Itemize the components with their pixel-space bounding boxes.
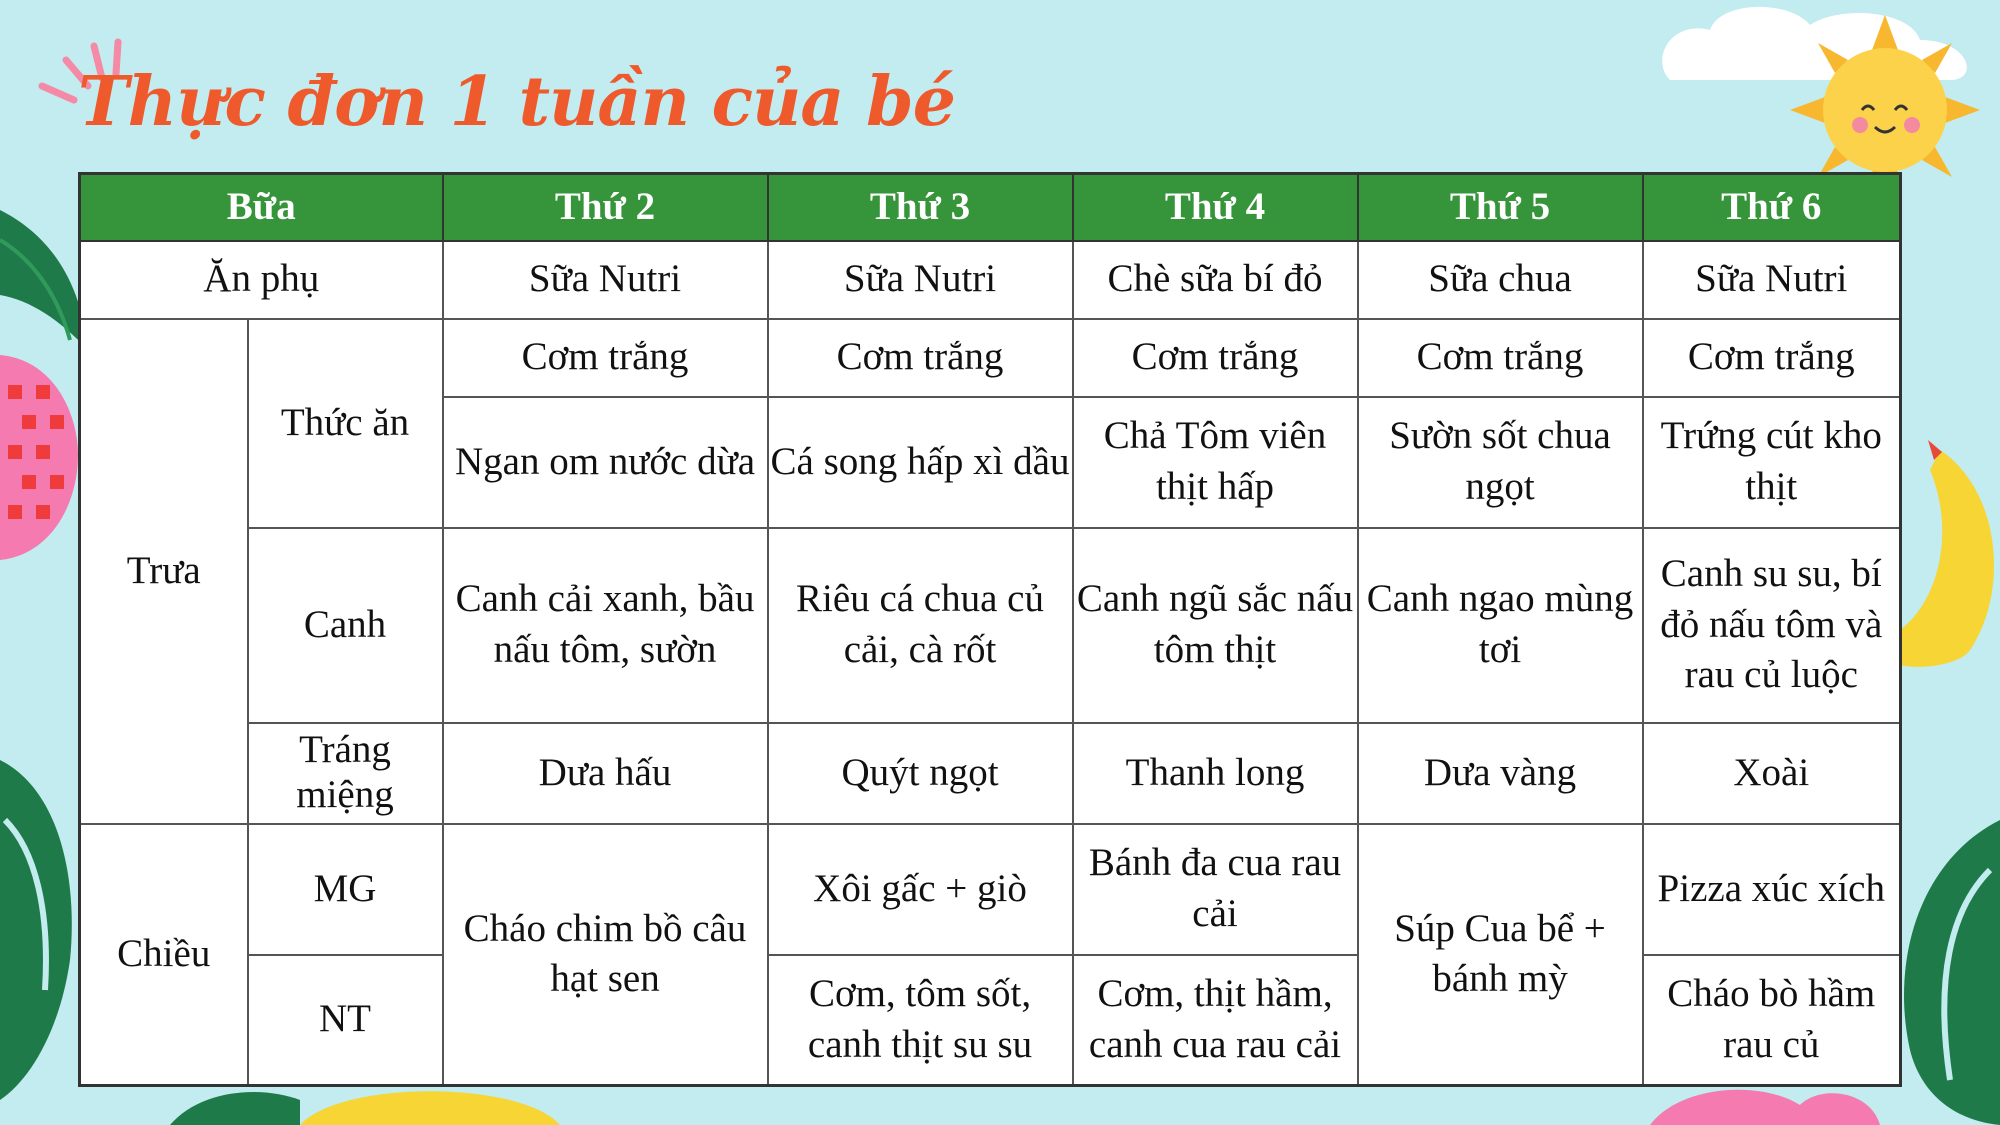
table-cell: Cơm trắng xyxy=(443,319,768,397)
table-cell: Xoài xyxy=(1643,723,1901,824)
monstera-leaf-icon xyxy=(0,760,80,1100)
table-cell: Súp Cua bể + bánh mỳ xyxy=(1358,824,1643,1086)
header-thu-5: Thứ 5 xyxy=(1358,174,1643,241)
table-cell: Sữa Nutri xyxy=(1643,241,1901,319)
table-cell: Cháo bò hầm rau củ xyxy=(1643,955,1901,1086)
row-label-canh: Canh xyxy=(248,528,443,723)
table-cell: Chả Tôm viên thịt hấp xyxy=(1073,397,1358,528)
row-label-thuc-an: Thức ăn xyxy=(248,319,443,528)
row-label-an-phu: Ăn phụ xyxy=(80,241,443,319)
table-row xyxy=(80,319,1901,397)
header-bua: Bữa xyxy=(80,174,443,241)
table-cell: Sườn sốt chua ngọt xyxy=(1358,397,1643,528)
page-title: Thực đơn 1 tuần của bé xyxy=(78,62,955,142)
table-cell: Cháo chim bồ câu hạt sen xyxy=(443,824,768,1086)
row-label-mg: MG xyxy=(248,824,443,955)
pineapple-icon xyxy=(0,355,80,560)
table-cell: Sữa Nutri xyxy=(768,241,1073,319)
table-cell: Trứng cút kho thịt xyxy=(1643,397,1901,528)
header-row xyxy=(80,174,1901,241)
table-cell: Quýt ngọt xyxy=(768,723,1073,824)
table-cell: Chè sữa bí đỏ xyxy=(1073,241,1358,319)
table-cell: Cơm trắng xyxy=(1643,319,1901,397)
row-label-nt: NT xyxy=(248,955,443,1086)
table-cell: Cơm trắng xyxy=(768,319,1073,397)
table-row xyxy=(80,723,1901,824)
table-cell: Cơm, tôm sốt, canh thịt su su xyxy=(768,955,1073,1086)
table-cell: Canh cải xanh, bầu nấu tôm, sườn xyxy=(443,528,768,723)
row-label-trua: Trưa xyxy=(80,319,248,824)
row-label-chieu: Chiều xyxy=(80,824,248,1086)
table-cell: Canh ngũ sắc nấu tôm thịt xyxy=(1073,528,1358,723)
table-cell: Cơm trắng xyxy=(1073,319,1358,397)
table-cell: Thanh long xyxy=(1073,723,1358,824)
header-thu-6: Thứ 6 xyxy=(1643,174,1901,241)
table-cell: Cá song hấp xì dầu xyxy=(768,397,1073,528)
table-row xyxy=(80,824,1901,955)
table-cell: Ngan om nước dừa xyxy=(443,397,768,528)
table-row xyxy=(80,241,1901,319)
table-cell: Cơm trắng xyxy=(1358,319,1643,397)
banana-icon xyxy=(1900,430,2000,670)
table-cell: Dưa hấu xyxy=(443,723,768,824)
table-cell: Bánh đa cua rau cải xyxy=(1073,824,1358,955)
table-cell: Xôi gấc + giò xyxy=(768,824,1073,955)
table-cell: Pizza xúc xích xyxy=(1643,824,1901,955)
table-cell: Dưa vàng xyxy=(1358,723,1643,824)
table-row xyxy=(80,528,1901,723)
table-cell: Sữa Nutri xyxy=(443,241,768,319)
row-label-trang-mieng: Tráng miệng xyxy=(248,723,443,824)
table-cell: Canh su su, bí đỏ nấu tôm và rau củ luộc xyxy=(1643,528,1901,723)
table-cell: Riêu cá chua củ cải, cà rốt xyxy=(768,528,1073,723)
header-thu-3: Thứ 3 xyxy=(768,174,1073,241)
header-thu-2: Thứ 2 xyxy=(443,174,768,241)
table-cell: Cơm, thịt hầm, canh cua rau cải xyxy=(1073,955,1358,1086)
table-cell: Canh ngao mùng tơi xyxy=(1358,528,1643,723)
weekly-menu-table xyxy=(78,172,1902,1087)
header-thu-4: Thứ 4 xyxy=(1073,174,1358,241)
table-cell: Sữa chua xyxy=(1358,241,1643,319)
